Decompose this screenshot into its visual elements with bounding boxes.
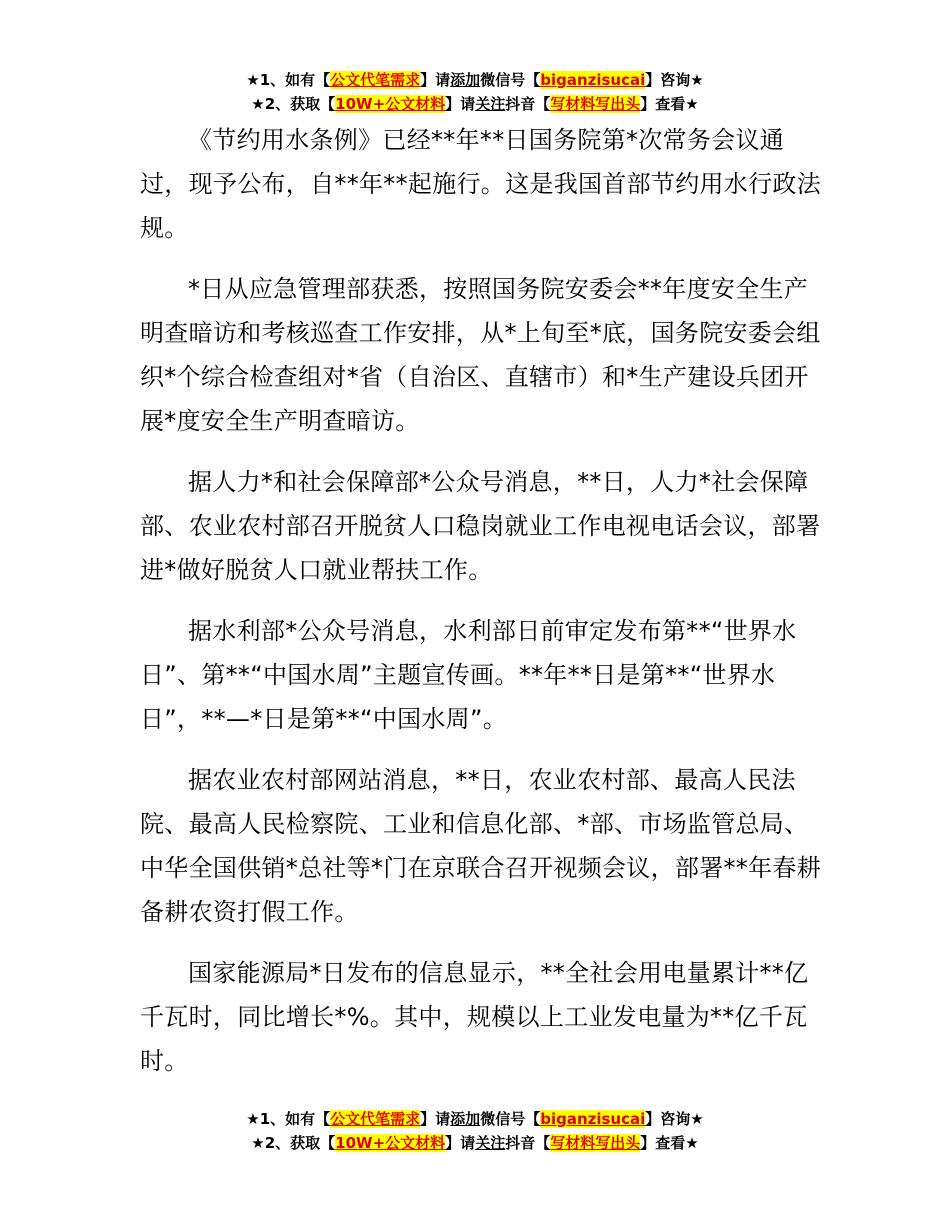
banner-text: 1、如有【: [259, 71, 331, 89]
star-icon: ★: [690, 71, 704, 89]
banner-text: 2、获取【: [264, 95, 336, 113]
highlight-service: 公文代笔需求: [330, 1110, 421, 1128]
banner-text: 抖音【: [505, 95, 551, 113]
star-icon: ★: [246, 71, 260, 89]
banner-line-2: [0, 92, 950, 116]
star-icon: ★: [251, 95, 265, 113]
banner-text: 1、如有【: [259, 1110, 331, 1128]
banner-text: 】查看: [640, 95, 686, 113]
star-icon: ★: [690, 1110, 704, 1128]
paragraph: 《节约用水条例》已经**年**日国务院第*次常务会议通过，现予公布，自**年**起施行。这是我国首部节约用水行政法规。: [140, 126, 821, 242]
banner-underlined-text: 添加: [450, 71, 481, 89]
star-icon: ★: [251, 1134, 265, 1152]
banner-text: 】查看: [640, 1134, 686, 1152]
paragraph: *日从应急管理部获悉，按照国务院安委会**年度安全生产明查暗访和考核巡查工作安排，从*上旬至*底，国务院安委会组织*个综合检查组对*省（自治区、直辖市）和*生产建设兵团开展*度安全生产明查暗访。: [140, 275, 821, 435]
highlight-materials: 10W+公文材料: [335, 1134, 446, 1152]
header-banner: [0, 68, 950, 116]
banner-line-1: [0, 68, 950, 92]
star-icon: ★: [685, 1134, 699, 1152]
banner-line-2: [0, 1131, 950, 1155]
highlight-douyin-account: 写材料写出头: [550, 95, 641, 113]
banner-line-1: [0, 1107, 950, 1131]
banner-underlined-text: 关注: [475, 95, 506, 113]
banner-text: 】请: [445, 95, 476, 113]
banner-text: 】请: [420, 71, 451, 89]
banner-underlined-text: 添加: [450, 1110, 481, 1128]
paragraph: 据农业农村部网站消息，**日，农业农村部、最高人民法院、最高人民检察院、工业和信息化部、*部、市场监管总局、中华全国供销*总社等*门在京联合召开视频会议，部署**年春耕备耕农资打假工作。: [140, 766, 821, 926]
banner-text: 】咨询: [645, 1110, 691, 1128]
banner-text: 抖音【: [505, 1134, 551, 1152]
banner-underlined-text: 关注: [475, 1134, 506, 1152]
star-icon: ★: [685, 95, 699, 113]
banner-text: 微信号【: [480, 71, 541, 89]
banner-text: 】请: [445, 1134, 476, 1152]
banner-text: 2、获取【: [264, 1134, 336, 1152]
highlight-materials: 10W+公文材料: [335, 95, 446, 113]
document-body: [140, 118, 830, 1100]
banner-text: 】请: [420, 1110, 451, 1128]
paragraph: 国家能源局*日发布的信息显示，**全社会用电量累计**亿千瓦时，同比增长*%。其中，规模以上工业发电量为**亿千瓦时。: [140, 959, 809, 1075]
banner-text: 微信号【: [480, 1110, 541, 1128]
highlight-wechat-id: biganzisucai: [540, 1110, 646, 1128]
highlight-douyin-account: 写材料写出头: [550, 1134, 641, 1152]
highlight-wechat-id: biganzisucai: [540, 71, 646, 89]
paragraph: 据水利部*公众号消息，水利部日前审定发布第**“世界水日”、第**“中国水周”主题宣传画。**年**日是第**“世界水日”，**—*日是第**“中国水周”。: [140, 617, 797, 733]
banner-text: 】咨询: [645, 71, 691, 89]
star-icon: ★: [246, 1110, 260, 1128]
footer-banner: [0, 1107, 950, 1155]
highlight-service: 公文代笔需求: [330, 71, 421, 89]
paragraph: 据人力*和社会保障部*公众号消息，**日，人力*社会保障部、农业农村部召开脱贫人口稳岗就业工作电视电话会议，部署进*做好脱贫人口就业帮扶工作。: [140, 468, 821, 584]
